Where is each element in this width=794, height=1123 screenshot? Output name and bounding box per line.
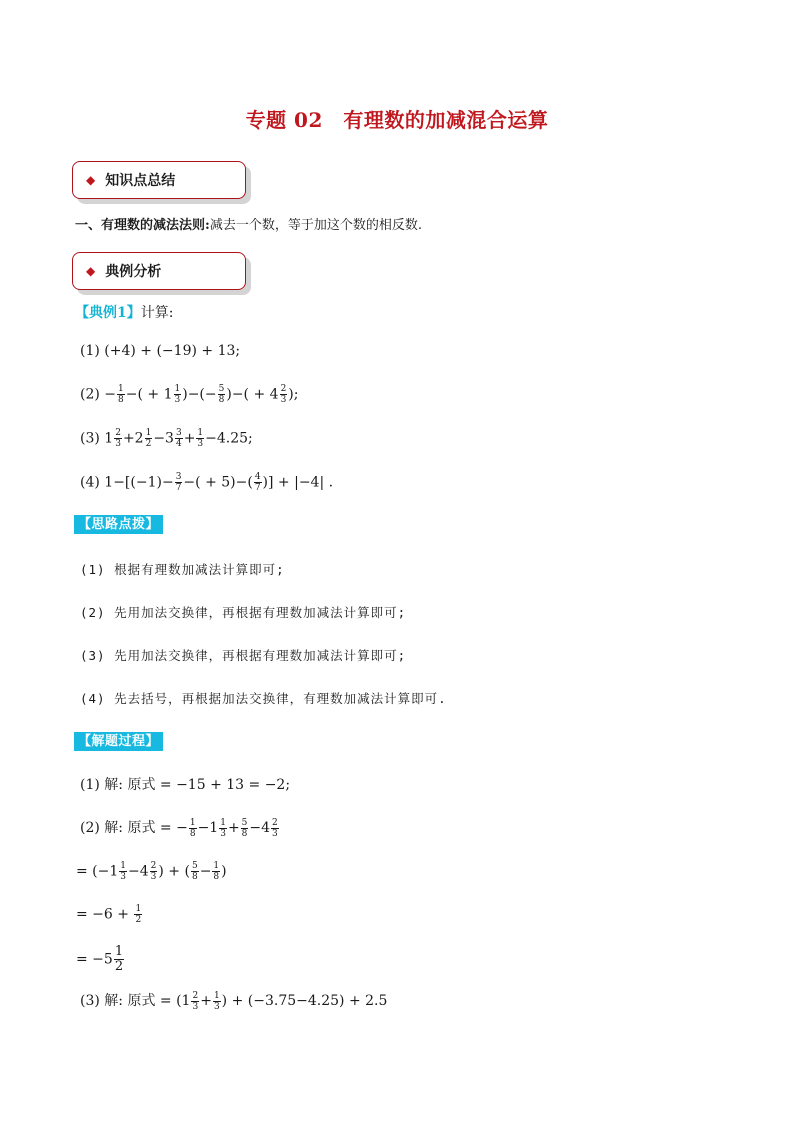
problem-2: (2) − $\frac{1}{8}$ −( + 1 $\frac{1}{3}$ )−(− $\frac{5}{8}$ )−( + 4 $\frac{2}{3}$ ); [80,384,299,405]
hint-2: (2) 先用加法交换律，再根据有理数加减法计算即可; [80,605,407,620]
problem-3: (3) 1 $\frac{2}{3}$ +2 $\frac{1}{2}$ −3 $\frac{3}{4}$ + $\frac{1}{3}$ −4.25; [80,428,253,449]
example-tag: 【典例1】 [75,305,141,321]
example-prompt: 计算: [140,305,174,321]
hint-3: (3) 先用加法交换律，再根据有理数加减法计算即可; [80,648,407,663]
section-header-knowledge [72,161,246,199]
solution-3-label: (3) 解: 原式 = [80,993,172,1009]
solution-2-label: (2) 解: 原式 = [80,820,172,836]
hints-tag-label: 【思路点拨】 [74,515,163,534]
problem-2-label: (2) [80,386,100,403]
example-heading [75,302,173,322]
problem-3-label: (3) [80,430,100,447]
diamond-icon: ◆ [86,264,96,278]
solution-tag-label: 【解题过程】 [74,732,163,751]
hint-4: (4) 先去括号，再根据加法交换律，有理数加减法计算即可. [80,691,447,706]
solution-3: (3) 解: 原式 = (1 $\frac{2}{3}$ + $\frac{1}{3}$ ) + (−3.75−4.25) + 2.5 [80,990,388,1012]
rule-label: 一、有理数的减法法则: [75,218,210,233]
solution-2-step-1: = (−1 $\frac{1}{3}$ −4 $\frac{2}{3}$ ) + ( $\frac{5}{8}$ − $\frac{1}{8}$ ) [76,861,227,882]
solution-2-result: = −5 $\frac{1}{2}$ [76,944,124,974]
solution-1: (1) 解: 原式 = −15 + 13 = −2; [80,777,291,793]
hints-tag [74,513,163,532]
solution-2: (2) 解: 原式 = − $\frac{1}{8}$ −1 $\frac{1}{3}$ + $\frac{5}{8}$ −4 $\frac{2}{3}$ [80,817,278,839]
problem-1: (1) (+4) + (−19) + 13; [80,343,241,359]
problem-4: (4) 1−[(−1)− $\frac{3}{7}$ −( + 5)−( $\frac{4}{7}$ )] + |−4| . [80,472,334,493]
section-label-knowledge: 知识点总结 [105,173,176,189]
solution-2-step-2: = −6 + $\frac{1}{2}$ [76,904,142,925]
section-label-examples: 典例分析 [105,264,162,280]
subtraction-rule [75,214,422,233]
problem-4-label: (4) [80,474,100,491]
solution-tag [74,730,163,749]
section-header-examples [72,252,246,290]
hint-1: (1) 根据有理数加减法计算即可; [80,562,285,577]
diamond-icon: ◆ [86,173,96,187]
rule-text: 减去一个数，等于加这个数的相反数. [209,218,422,233]
page-title: 专题 02 有理数的加减混合运算 [245,108,549,132]
